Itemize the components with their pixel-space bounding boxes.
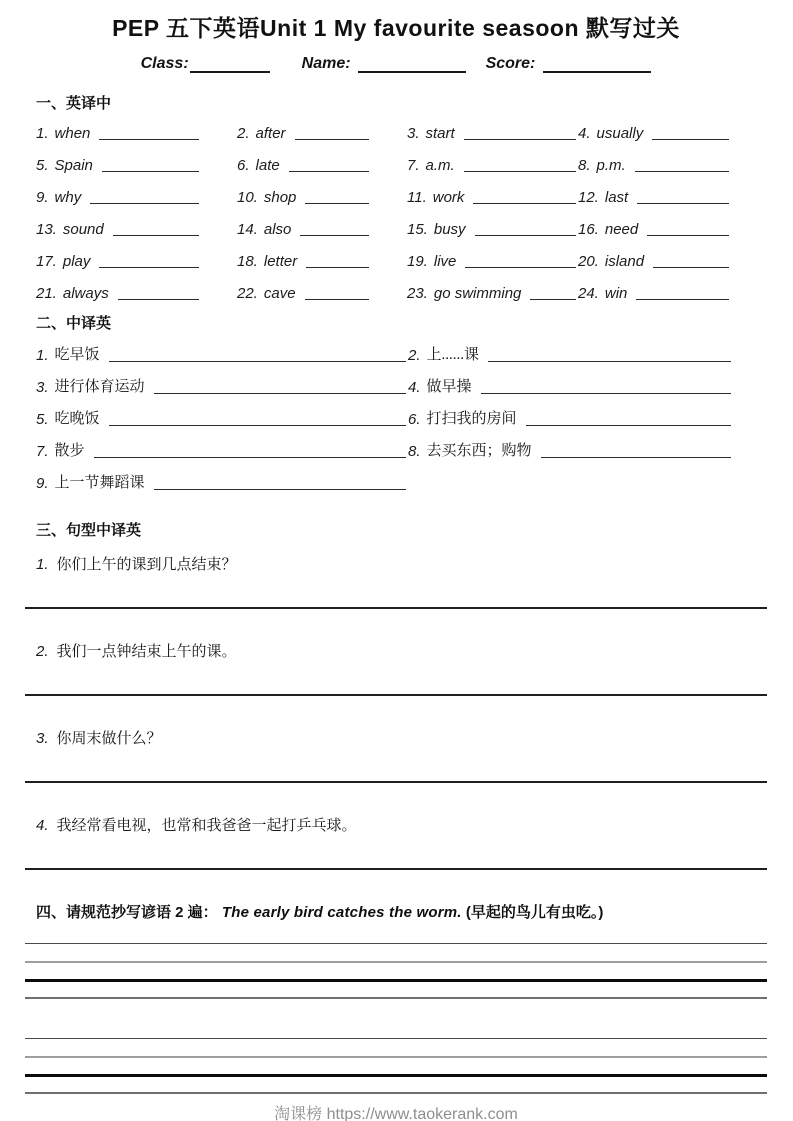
item-number: 1. (36, 125, 49, 142)
english-word: why (54, 189, 82, 206)
answer-blank-line (25, 781, 767, 783)
sentence-text-row (36, 640, 767, 661)
guide-line-baseline (25, 1074, 767, 1077)
word-item (237, 147, 407, 179)
word-item (36, 115, 237, 147)
answer-blank-line (154, 393, 406, 394)
phrase-item (36, 337, 408, 369)
english-word: last (604, 189, 629, 206)
answer-blank-line (99, 139, 199, 140)
item-number: 4. (36, 817, 49, 834)
answer-blank-line (25, 868, 767, 870)
guide-line-upper-middle (25, 1056, 767, 1058)
item-number: 18. (237, 253, 258, 270)
answer-blank-line (481, 393, 731, 394)
section1-word-list (36, 115, 767, 307)
section2-phrase-list (36, 337, 767, 497)
english-word: when (54, 125, 91, 142)
score-field (486, 55, 652, 73)
class-field (141, 55, 270, 73)
handwriting-guide-lines-2 (25, 1038, 767, 1094)
item-number: 6. (237, 157, 250, 174)
proverb-english: The early bird catches the worm. (221, 904, 462, 921)
chinese-phrase: 上......课 (426, 347, 480, 363)
class-blank-line (190, 59, 270, 73)
item-number: 3. (407, 125, 420, 142)
english-word: busy (433, 221, 466, 238)
english-word: p.m. (596, 157, 626, 174)
chinese-phrase: 做早操 (426, 379, 472, 395)
item-number: 22. (237, 285, 258, 302)
english-word: sound (62, 221, 104, 238)
answer-blank-line (636, 299, 729, 300)
handwriting-guide-lines-1 (25, 943, 767, 999)
item-number: 2. (408, 347, 421, 364)
item-number: 4. (578, 125, 591, 142)
word-item (36, 179, 237, 211)
score-blank-line (543, 59, 651, 73)
english-word: letter (263, 253, 298, 270)
chinese-phrase: 去买东西；购物 (426, 443, 532, 459)
phrase-item (408, 433, 767, 465)
guide-line-baseline (25, 979, 767, 982)
score-label: Score: (485, 55, 536, 72)
answer-blank-line (465, 267, 576, 268)
answer-blank-line (154, 489, 406, 490)
chinese-phrase: 上一节舞蹈课 (54, 475, 145, 491)
sentence-text-row (36, 727, 767, 748)
answer-blank-line (289, 171, 369, 172)
answer-blank-line (488, 361, 731, 362)
item-number: 23. (407, 285, 428, 302)
answer-blank-line (300, 235, 369, 236)
answer-blank-line (305, 203, 369, 204)
chinese-phrase: 散步 (54, 443, 85, 459)
answer-blank-line (90, 203, 199, 204)
word-item (578, 179, 767, 211)
section2-heading: 二、中译英 (36, 315, 112, 332)
answer-blank-line (647, 235, 729, 236)
sentence-item (25, 553, 767, 609)
word-item (237, 115, 407, 147)
item-number: 15. (407, 221, 428, 238)
answer-blank-line (99, 267, 199, 268)
word-item (36, 147, 237, 179)
answer-blank-line (475, 235, 576, 236)
english-word: start (425, 125, 455, 142)
answer-blank-line (530, 299, 576, 300)
answer-blank-line (464, 171, 576, 172)
chinese-sentence: 你们上午的课到几点结束？ (56, 557, 237, 573)
english-word: always (62, 285, 109, 302)
word-item (237, 275, 407, 307)
class-label: Class: (140, 55, 189, 72)
item-number: 5. (36, 157, 49, 174)
word-item (578, 147, 767, 179)
chinese-sentence: 你周末做什么？ (56, 731, 162, 747)
item-number: 17. (36, 253, 57, 270)
word-item (578, 243, 767, 275)
word-item (407, 275, 578, 307)
phrase-item (36, 465, 408, 497)
english-word: play (62, 253, 91, 270)
guide-line-bottom (25, 997, 767, 999)
answer-blank-line (102, 171, 199, 172)
item-number: 10. (237, 189, 258, 206)
word-item (36, 275, 237, 307)
item-number: 5. (36, 411, 49, 428)
phrase-item (408, 337, 767, 369)
item-number: 2. (36, 643, 49, 660)
word-item (407, 243, 578, 275)
answer-blank-line (295, 139, 369, 140)
answer-blank-line (464, 139, 576, 140)
item-number: 19. (407, 253, 428, 270)
word-item (237, 243, 407, 275)
word-item (407, 211, 578, 243)
item-number: 3. (36, 379, 49, 396)
english-word: win (604, 285, 628, 302)
proverb-chinese: (早起的鸟儿有虫吃。) (465, 904, 604, 921)
answer-blank-line (25, 607, 767, 609)
answer-blank-line (109, 425, 406, 426)
english-word: go swimming (433, 285, 522, 302)
footer-site-link[interactable]: 淘课榜 https://www.taokerank.com (274, 1106, 518, 1121)
item-number: 2. (237, 125, 250, 142)
section1-heading: 一、英译中 (36, 95, 112, 112)
word-item (578, 211, 767, 243)
guide-line-upper-middle (25, 961, 767, 963)
answer-blank-line (653, 267, 729, 268)
item-number: 9. (36, 475, 49, 492)
footer (25, 1101, 767, 1121)
item-number: 8. (578, 157, 591, 174)
item-number: 11. (407, 189, 427, 206)
phrase-item (36, 401, 408, 433)
item-number: 21. (36, 285, 57, 302)
word-item (407, 179, 578, 211)
english-word: cave (263, 285, 296, 302)
word-item (36, 211, 237, 243)
item-number: 1. (36, 347, 49, 364)
item-number: 24. (578, 285, 599, 302)
page-title: PEP 五下英语Unit 1 My favourite seasoon 默写过关 (112, 15, 680, 41)
answer-blank-line (526, 425, 731, 426)
chinese-phrase: 吃晚饭 (54, 411, 100, 427)
item-number: 7. (36, 443, 49, 460)
word-item (407, 115, 578, 147)
sentence-text-row (36, 814, 767, 835)
phrase-item (36, 433, 408, 465)
item-number: 4. (408, 379, 421, 396)
english-word: after (255, 125, 286, 142)
answer-blank-line (305, 299, 369, 300)
item-number: 7. (407, 157, 420, 174)
item-number: 8. (408, 443, 421, 460)
english-word: also (263, 221, 292, 238)
phrase-item (408, 401, 767, 433)
chinese-phrase: 进行体育运动 (54, 379, 145, 395)
english-word: live (433, 253, 457, 270)
item-number: 13. (36, 221, 57, 238)
chinese-phrase: 打扫我的房间 (426, 411, 517, 427)
english-word: island (604, 253, 645, 270)
word-item (407, 147, 578, 179)
answer-blank-line (25, 694, 767, 696)
item-number: 3. (36, 730, 49, 747)
answer-blank-line (109, 361, 406, 362)
name-blank-line (358, 59, 466, 73)
answer-blank-line (94, 457, 406, 458)
chinese-sentence: 我经常看电视，也常和我爸爸一起打乒乓球。 (56, 818, 357, 834)
item-number: 1. (36, 556, 49, 573)
student-info-row (25, 55, 767, 73)
word-item (578, 275, 767, 307)
item-number: 16. (578, 221, 599, 238)
guide-line-top (25, 1038, 767, 1039)
word-item (36, 243, 237, 275)
english-word: shop (263, 189, 297, 206)
item-number: 14. (237, 221, 258, 238)
chinese-sentence: 我们一点钟结束上午的课。 (56, 644, 237, 660)
sentence-item (25, 727, 767, 783)
section3-sentence-list (25, 553, 767, 870)
sentence-item (25, 814, 767, 870)
word-item (237, 211, 407, 243)
item-number: 6. (408, 411, 421, 428)
name-label: Name: (301, 55, 351, 72)
answer-blank-line (473, 203, 576, 204)
answer-blank-line (541, 457, 731, 458)
answer-blank-line (113, 235, 199, 236)
answer-blank-line (637, 203, 729, 204)
guide-line-bottom (25, 1092, 767, 1094)
name-field (302, 55, 466, 73)
word-item (237, 179, 407, 211)
phrase-item (36, 369, 408, 401)
english-word: need (604, 221, 639, 238)
word-item (578, 115, 767, 147)
english-word: usually (596, 125, 644, 142)
english-word: late (255, 157, 280, 174)
english-word: a.m. (425, 157, 455, 174)
english-word: Spain (54, 157, 93, 174)
item-number: 9. (36, 189, 49, 206)
answer-blank-line (635, 171, 729, 172)
section3-heading: 三、句型中译英 (36, 522, 142, 539)
sentence-text-row (36, 553, 767, 574)
answer-blank-line (652, 139, 729, 140)
phrase-item (408, 369, 767, 401)
guide-line-top (25, 943, 767, 944)
item-number: 20. (578, 253, 599, 270)
english-word: work (432, 189, 465, 206)
answer-blank-line (306, 267, 369, 268)
sentence-item (25, 640, 767, 696)
section4-instruction: 四、请规范抄写谚语 2 遍： (36, 904, 218, 921)
chinese-phrase: 吃早饭 (54, 347, 100, 363)
section4-heading (36, 901, 767, 922)
item-number: 12. (578, 189, 599, 206)
answer-blank-line (118, 299, 199, 300)
